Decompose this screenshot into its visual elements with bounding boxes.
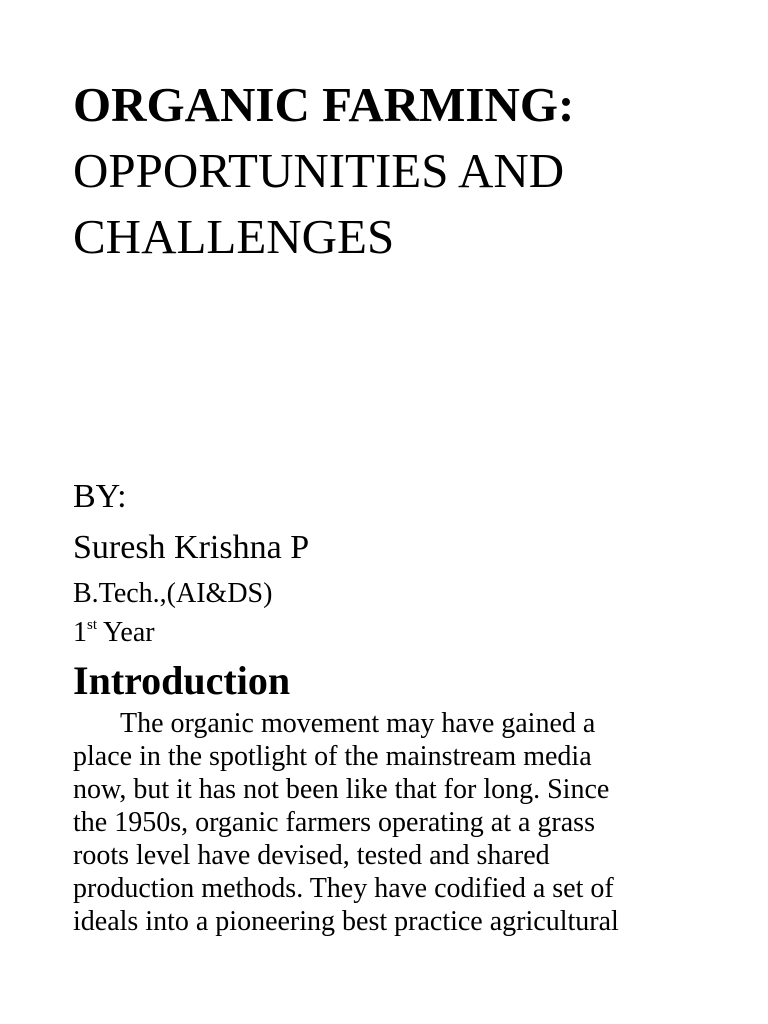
intro-paragraph-line: place in the spotlight of the mainstream media	[73, 741, 592, 772]
title-line-2: OPPORTUNITIES AND	[73, 143, 565, 198]
title-line-3: CHALLENGES	[73, 209, 395, 264]
by-label: BY:	[73, 478, 127, 515]
introduction-heading: Introduction	[73, 658, 291, 703]
degree-text: B.Tech.,(AI&DS)	[73, 578, 273, 609]
year-word: Year	[97, 617, 155, 648]
author-name: Suresh Krishna P	[73, 529, 310, 566]
year-ordinal-suffix: st	[87, 617, 98, 633]
year-text	[73, 614, 155, 656]
intro-paragraph-line: roots level have devised, tested and shared	[73, 840, 550, 871]
intro-paragraph-line: production methods. They have codified a set of	[73, 873, 614, 904]
intro-paragraph-line: now, but it has not been like that for long. Since	[73, 774, 610, 805]
intro-paragraph-line: ideals into a pioneering best practice agricultural	[73, 906, 619, 937]
intro-paragraph-line: The organic movement may have gained a	[120, 708, 596, 739]
year-number: 1	[73, 617, 87, 648]
intro-paragraph-line: the 1950s, organic farmers operating at a grass	[73, 807, 595, 838]
title-line-1: ORGANIC FARMING:	[73, 77, 575, 132]
